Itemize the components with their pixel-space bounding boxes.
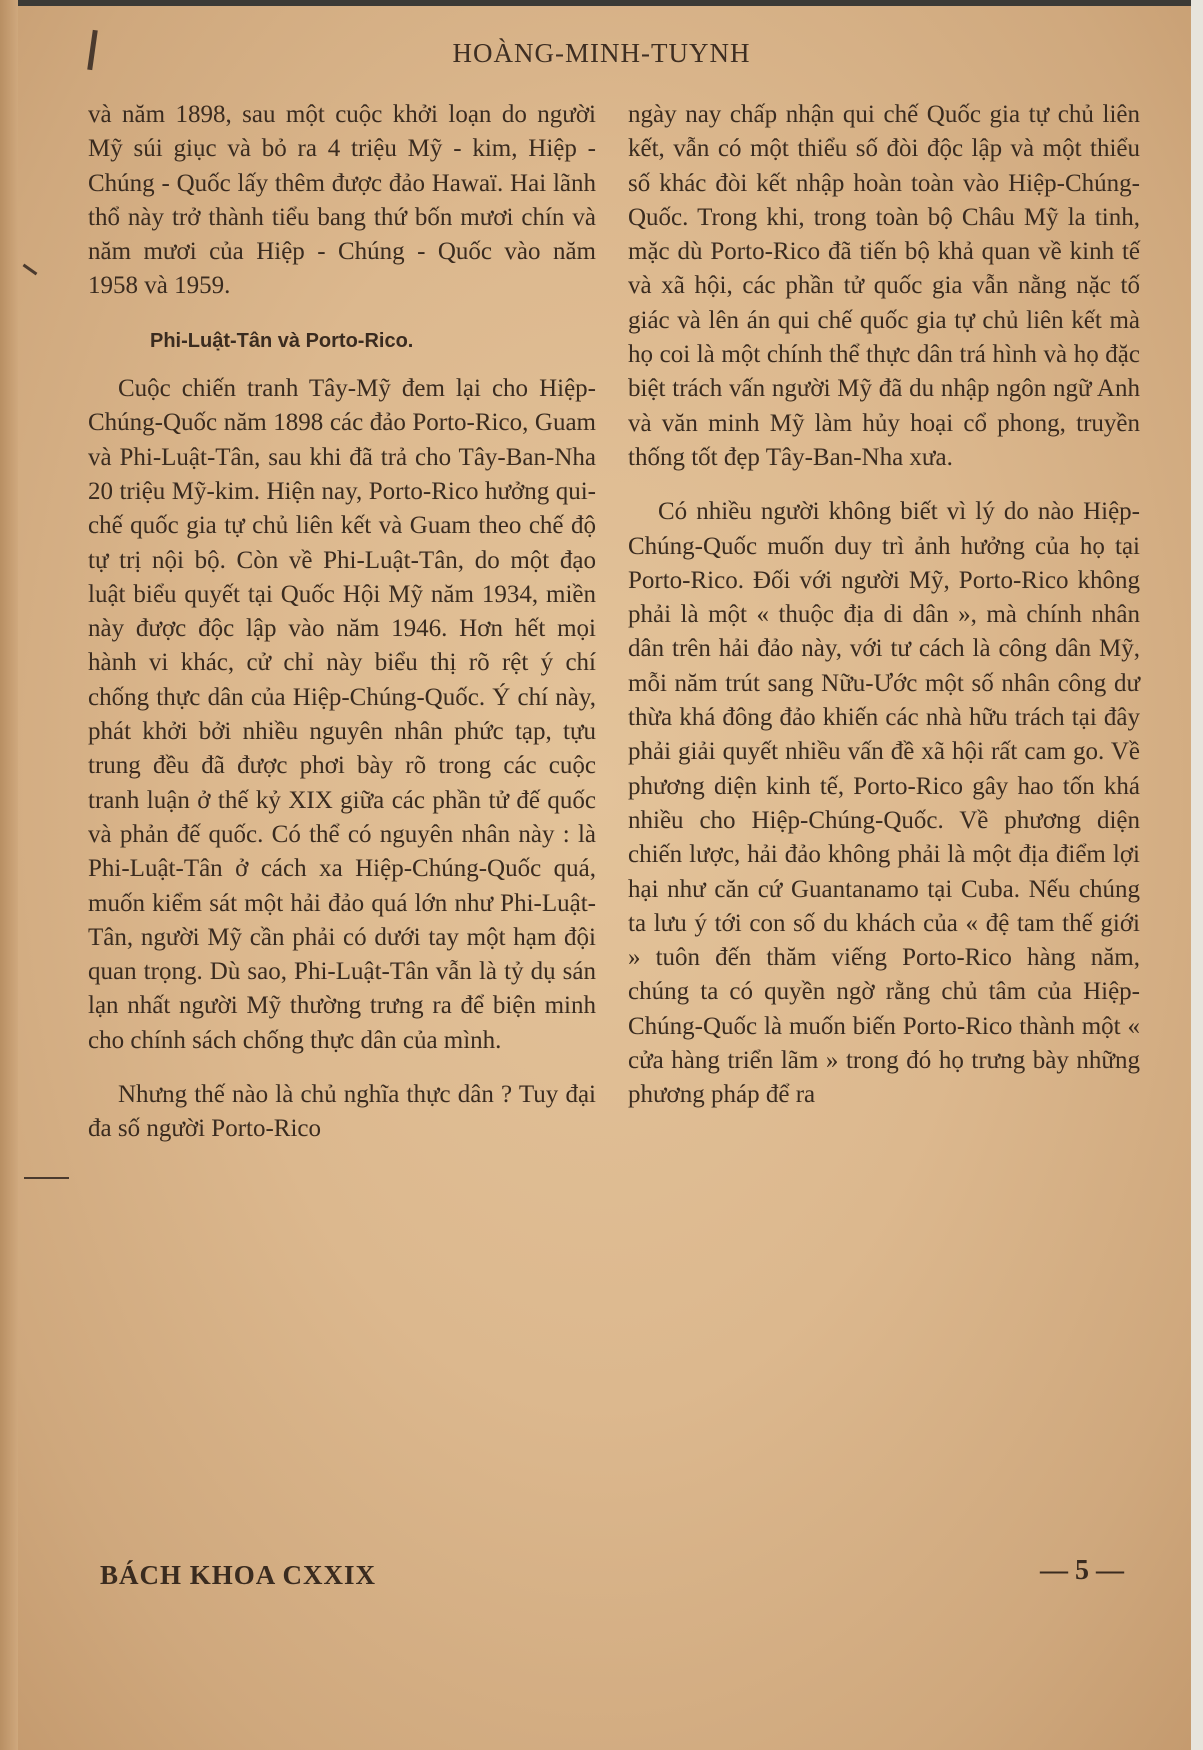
margin-mark	[24, 1177, 69, 1179]
left-column	[88, 98, 596, 1167]
page-number: — 5 —	[1040, 1555, 1124, 1586]
page-right-edge	[1191, 0, 1203, 1750]
paragraph: Cuộc chiến tranh Tây-Mỹ đem lại cho Hiệp-Chúng-Quốc năm 1898 các đảo Porto-Rico, Guam và Phi-Luật-Tân, sau khi đã trả cho Tây-Ban-Nha 20 triệu Mỹ-kim. Hiện nay, Porto-Rico hưởng qui-chế quốc gia tự chủ liên kết và Guam theo chế độ tự trị nội bộ. Còn về Phi-Luật-Tân, do một đạo luật biểu quyết tại Quốc Hội Mỹ năm 1934, miền này được độc lập vào năm 1946. Hơn hết mọi hành vi khác, cử chỉ này biểu thị rõ rệt ý chí chống thực dân của Hiệp-Chúng-Quốc. Ý chí này, phát khởi bởi nhiều nguyên nhân phức tạp, tựu trung đều đã được phơi bày rõ trong các cuộc tranh luận ở thế kỷ XIX giữa các phần tử đế quốc và phản đế quốc. Có thể có nguyên nhân này : là Phi-Luật-Tân ở cách xa Hiệp-Chúng-Quốc quá, muốn kiểm sát một hải đảo quá lớn như Phi-Luật-Tân, người Mỹ cần phải có dưới tay một hạm đội quan trọng. Dù sao, Phi-Luật-Tân vẫn là tỷ dụ sán lạn nhất người Mỹ thường trưng ra để biện minh cho chính sách chống thực dân của mình.	[88, 375, 596, 1054]
paragraph: Nhưng thế nào là chủ nghĩa thực dân ? Tuy đại đa số người Porto-Rico	[88, 1081, 596, 1143]
running-head: HOÀNG-MINH-TUYNH	[452, 38, 751, 68]
page-left-edge	[0, 0, 18, 1750]
section-heading: Phi-Luật-Tân và Porto-Rico.	[150, 329, 414, 352]
paragraph: Có nhiều người không biết vì lý do nào Hiệp-Chúng-Quốc muốn duy trì ảnh hưởng của họ tại Porto-Rico. Đối với người Mỹ, Porto-Rico không phải là một « thuộc địa di dân », mà chính nhân dân trên hải đảo này, với tư cách là công dân Mỹ, mỗi năm trút sang Nữu-Ước một số nhân công dư thừa khá đông đảo khiến các nhà hữu trách tại đây phải giải quyết nhiều vấn đề xã hội rất cam go. Về phương diện kinh tế, Porto-Rico gây hao tốn khá nhiều cho Hiệp-Chúng-Quốc. Về phương diện chiến lược, hải đảo không phải là một địa điểm lợi hại như căn cứ Guantanamo tại Cuba. Nếu chúng ta lưu ý tới con số du khách của « đệ tam thế giới » tuôn đến thăm viếng Porto-Rico hàng năm, chúng ta có quyền ngờ rằng chủ tâm của Hiệp-Chúng-Quốc là muốn biến Porto-Rico thành một « cửa hàng triển lãm » trong đó họ trưng bày những phương pháp để ra	[628, 498, 1140, 1109]
paragraph: và năm 1898, sau một cuộc khởi loạn do người Mỹ súi giục và bỏ ra 4 triệu Mỹ - kim, Hiệp - Chúng - Quốc lấy thêm được đảo Hawaï. Hai lãnh thổ này trở thành tiểu bang thứ bốn mươi chín và năm mươi của Hiệp - Chúng - Quốc vào năm 1958 và 1959.	[88, 101, 596, 300]
right-column	[628, 98, 1140, 1133]
page-top-edge	[0, 0, 1203, 6]
paragraph: ngày nay chấp nhận qui chế Quốc gia tự chủ liên kết, vẫn có một thiểu số đòi độc lập và một thiểu số khác đòi kết nhập hoàn toàn vào Hiệp-Chúng-Quốc. Trong khi, trong toàn bộ Châu Mỹ la tinh, mặc dù Porto-Rico đã tiến bộ khả quan về kinh tế và xã hội, các phần tử quốc gia vẫn nằng nặc tố giác và lên án qui chế quốc gia tự chủ liên kết mà họ coi là một chính thể thực dân trá hình và họ đặc biệt trách vấn người Mỹ đã du nhập ngôn ngữ Anh và văn minh Mỹ làm hủy hoại cổ phong, truyền thống tốt đẹp Tây-Ban-Nha xưa.	[628, 101, 1140, 471]
margin-mark	[23, 264, 38, 276]
magazine-issue-footer: BÁCH KHOA CXXIX	[100, 1560, 377, 1590]
